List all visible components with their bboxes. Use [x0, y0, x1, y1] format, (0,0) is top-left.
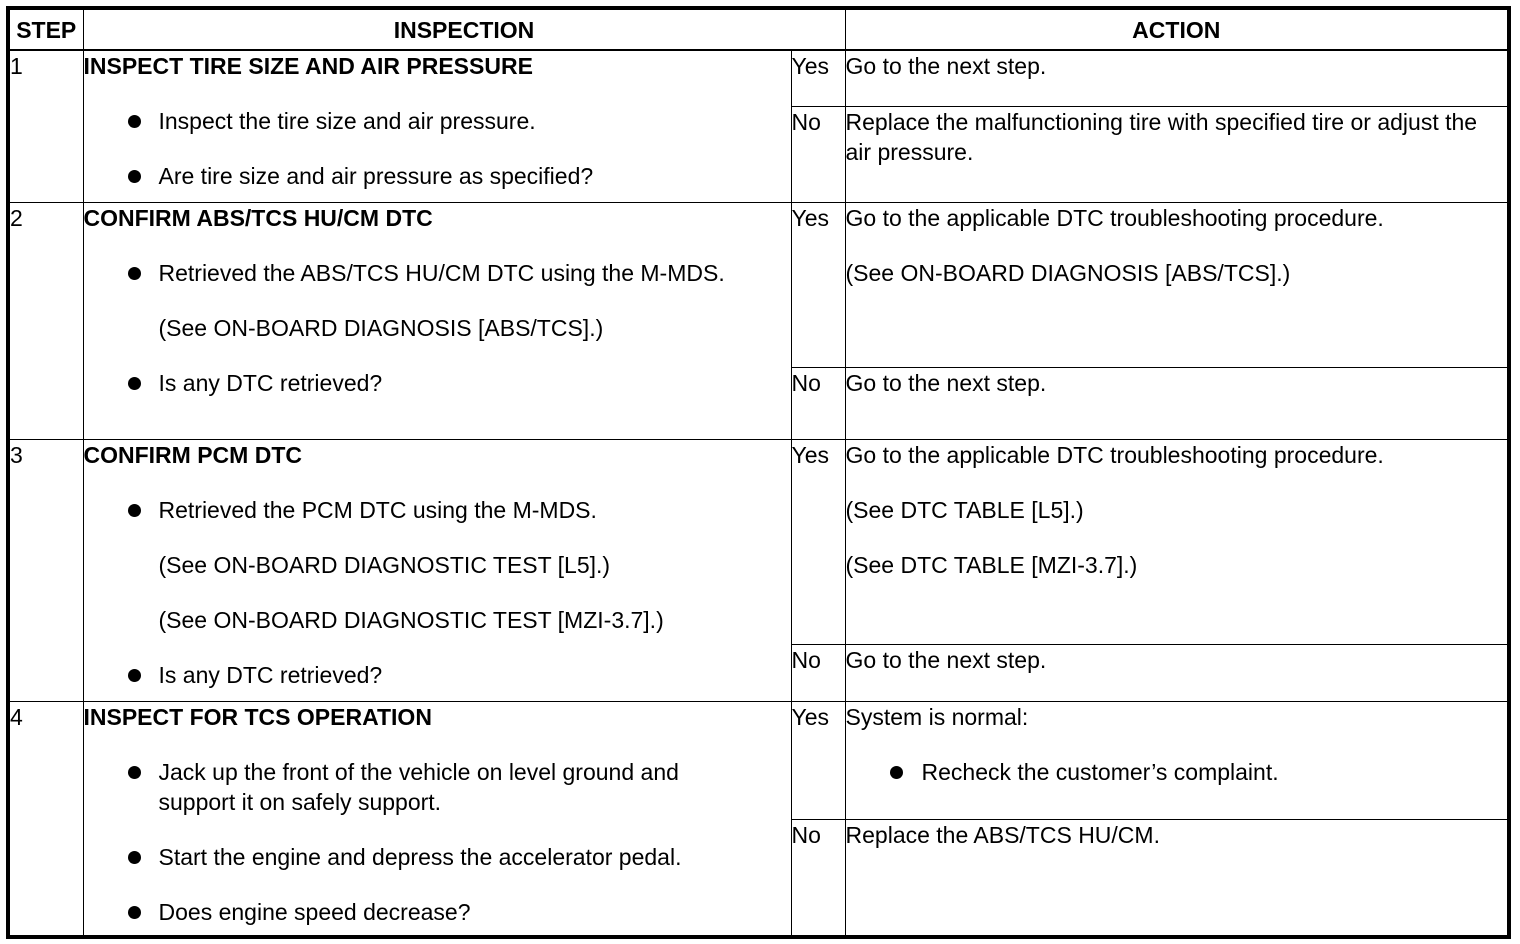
step-3-no-action: Go to the next step. — [845, 644, 1509, 701]
step-4-yes-action-bullet: Recheck the customer’s complaint. — [846, 757, 1508, 787]
header-inspection: INSPECTION — [83, 8, 845, 50]
step-1-bullet-1: Inspect the tire size and air pressure. — [84, 106, 791, 136]
step-3-number: 3 — [8, 439, 83, 701]
step-4-no-action: Replace the ABS/TCS HU/CM. — [845, 819, 1509, 937]
bullet-icon — [128, 170, 141, 183]
step-2-yes-action-line-2: (See ON-BOARD DIAGNOSIS [ABS/TCS].) — [845, 259, 1291, 286]
bullet-icon — [128, 851, 141, 864]
step-4-number: 4 — [8, 701, 83, 937]
step-2-yes-action-line-1: Go to the applicable DTC troubleshooting procedure. — [845, 204, 1384, 231]
step-3-title: CONFIRM PCM DTC — [83, 441, 302, 468]
step-1-yes-action: Go to the next step. — [845, 50, 1509, 106]
step-4-bullet-3: Does engine speed decrease? — [84, 897, 791, 927]
step-4-yes-label: Yes — [791, 701, 845, 819]
step-4-no-label: No — [791, 819, 845, 937]
bullet-icon — [128, 766, 141, 779]
step-3-note-1: (See ON-BOARD DIAGNOSTIC TEST [L5].) — [158, 551, 611, 578]
step-3-yes-label: Yes — [791, 439, 845, 644]
step-4-yes-action — [845, 701, 1509, 819]
step-1-no-action: Replace the malfunctioning tire with specified tire or adjust the air pressure. — [845, 106, 1509, 202]
step-3-bullet-2: Is any DTC retrieved? — [84, 660, 791, 690]
step-2-no-label: No — [791, 367, 845, 439]
step-4-title: INSPECT FOR TCS OPERATION — [83, 703, 432, 730]
bullet-icon — [128, 669, 141, 682]
step-1-number: 1 — [8, 50, 83, 202]
step-3-yes-row — [8, 439, 1509, 644]
step-1-yes-row — [8, 50, 1509, 106]
bullet-icon — [890, 766, 903, 779]
step-2-number: 2 — [8, 202, 83, 439]
step-2-yes-label: Yes — [791, 202, 845, 367]
step-3-inspection — [83, 439, 791, 701]
step-3-no-label: No — [791, 644, 845, 701]
step-4-bullet-2: Start the engine and depress the accelerator pedal. — [84, 842, 791, 872]
step-2-yes-action — [845, 202, 1509, 367]
header-action: ACTION — [845, 8, 1509, 50]
bullet-icon — [128, 115, 141, 128]
step-3-yes-action-line-1: Go to the applicable DTC troubleshooting procedure. — [845, 441, 1384, 468]
step-2-title: CONFIRM ABS/TCS HU/CM DTC — [83, 204, 433, 231]
step-1-inspection — [83, 50, 791, 202]
step-2-bullet-2: Is any DTC retrieved? — [84, 368, 791, 398]
step-2-no-action: Go to the next step. — [845, 367, 1509, 439]
bullet-icon — [128, 377, 141, 390]
step-4-inspection — [83, 701, 791, 937]
step-1-title: INSPECT TIRE SIZE AND AIR PRESSURE — [83, 53, 533, 79]
step-2-inspection — [83, 202, 791, 439]
step-2-bullet-1: Retrieved the ABS/TCS HU/CM DTC using the M-MDS. — [84, 258, 791, 288]
bullet-icon — [128, 906, 141, 919]
step-2-note-1: (See ON-BOARD DIAGNOSIS [ABS/TCS].) — [158, 314, 604, 341]
diagnostic-table — [6, 6, 1511, 939]
bullet-icon — [128, 504, 141, 517]
step-1-no-label: No — [791, 106, 845, 202]
step-3-yes-action-line-3: (See DTC TABLE [MZI-3.7].) — [845, 551, 1138, 578]
step-3-bullet-1: Retrieved the PCM DTC using the M-MDS. — [84, 495, 791, 525]
step-2-yes-row — [8, 202, 1509, 367]
step-1-bullet-2: Are tire size and air pressure as specified? — [84, 161, 791, 191]
step-3-yes-action-line-2: (See DTC TABLE [L5].) — [845, 496, 1084, 523]
step-4-yes-row — [8, 701, 1509, 819]
step-3-yes-action — [845, 439, 1509, 644]
header-step: STEP — [8, 8, 83, 50]
bullet-icon — [128, 267, 141, 280]
step-3-note-2: (See ON-BOARD DIAGNOSTIC TEST [MZI-3.7].) — [158, 606, 664, 633]
header-row — [8, 8, 1509, 50]
step-1-yes-label: Yes — [791, 50, 845, 106]
step-4-bullet-1: Jack up the front of the vehicle on level ground and support it on safely support. — [84, 757, 791, 817]
step-4-yes-action-line-1: System is normal: — [845, 703, 1029, 730]
